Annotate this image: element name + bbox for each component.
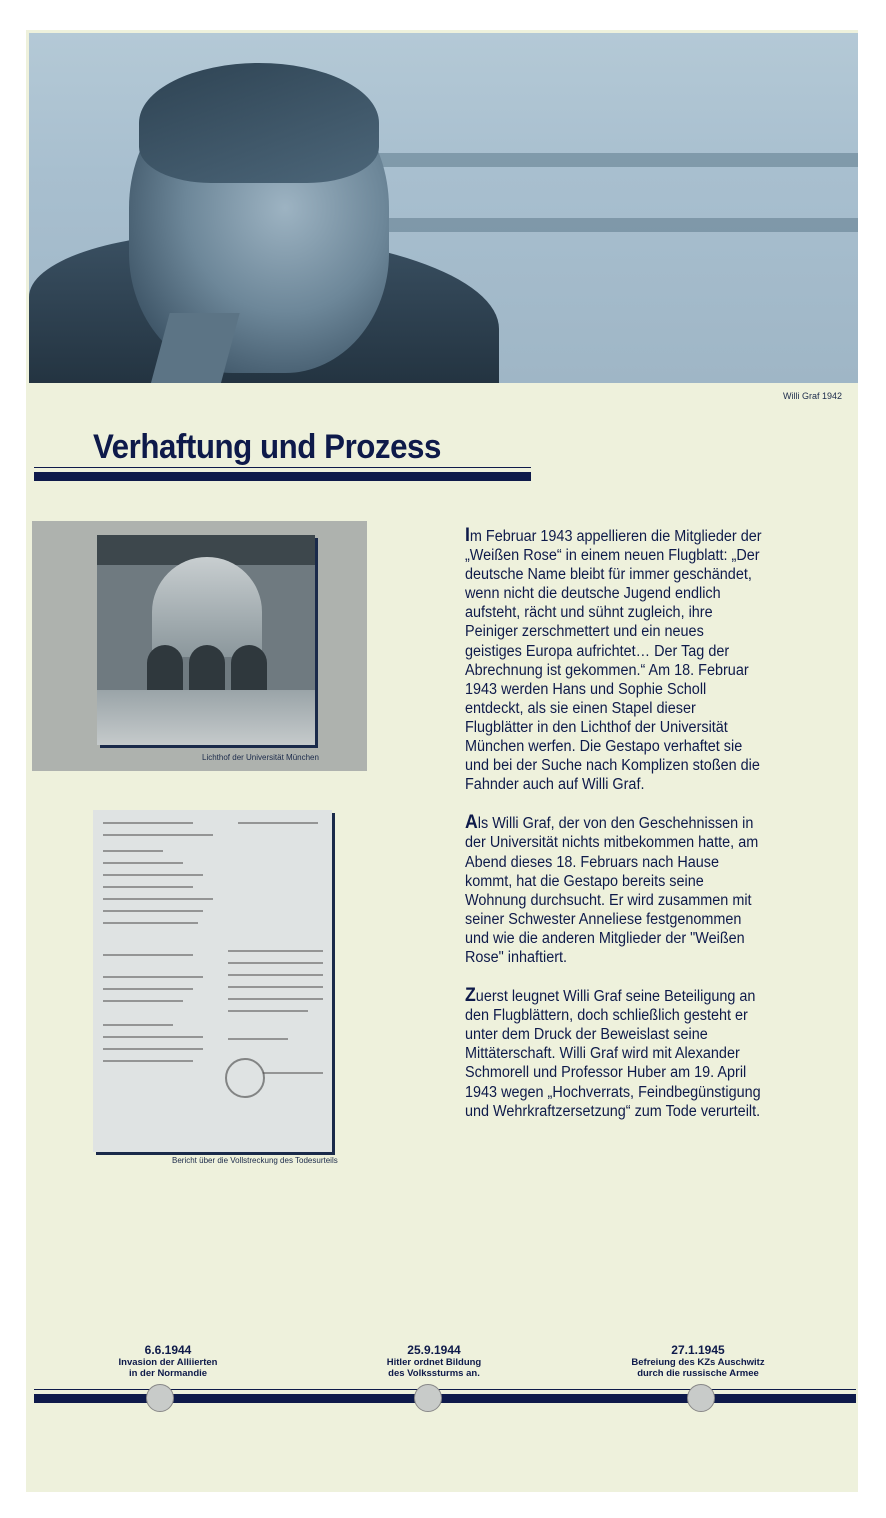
timeline-event — [88, 1343, 248, 1379]
lichthof-photo — [97, 535, 315, 745]
timeline-text: Befreiung des KZs Auschwitz — [631, 1357, 765, 1368]
timeline-text: Hitler ordnet Bildung — [386, 1357, 482, 1368]
timeline-marker — [687, 1384, 715, 1412]
doc-line — [103, 922, 198, 924]
execution-report-document — [93, 810, 332, 1152]
timeline-event — [354, 1343, 514, 1379]
doc-line — [103, 898, 213, 900]
doc-line — [238, 822, 318, 824]
doc-line — [103, 834, 213, 836]
title-divider-thin — [34, 467, 531, 468]
title-divider-thick — [34, 472, 531, 481]
doc-line — [103, 954, 193, 956]
paragraph-1 — [465, 526, 763, 794]
timeline-text: des Volkssturms an. — [388, 1368, 480, 1379]
timeline-date: 25.9.1944 — [407, 1343, 461, 1357]
background-wall-stripe — [349, 218, 858, 232]
lichthof-caption: Lichthof der Universität München — [202, 753, 319, 762]
lichthof-photo-frame — [32, 521, 367, 771]
paragraph-text: ls Willi Graf, der von den Geschehnissen in der Universität nichts mitbekommen hatte, am Abend dieses 18. Februars nach Hause kommt, hat die Gestapo bereits seine Wohnung durchsucht. Er wird zusammen mit seiner Schwester Anneliese festgenommen und wie die anderen Mitglieder der "Weißen Rose" inhaftiert. — [465, 815, 759, 966]
doc-line — [103, 822, 193, 824]
window-arch — [152, 557, 262, 657]
paragraph-text: uerst leugnet Willi Graf seine Beteiligung an den Flugblättern, doch schließlich gesteht er unter dem Druck der Beweislast seine Mittäterschaft. Willi Graf wird mit Alexander Schmorell und Professor Huber am 19. April 1943 wegen „Hochverrats, Feindbegünstigung und Wehrkraftzersetzung“ zum Tode verurteilt. — [465, 988, 761, 1120]
document-caption: Bericht über die Vollstreckung des Todesurteils — [172, 1156, 338, 1165]
doc-line — [103, 886, 193, 888]
doc-line — [228, 986, 323, 988]
doc-line — [228, 1010, 308, 1012]
doc-line — [103, 850, 163, 852]
doc-line — [103, 976, 203, 978]
portrait-hair — [139, 63, 379, 183]
doc-line — [103, 1036, 203, 1038]
paragraph-2 — [465, 813, 763, 967]
background-wall-stripe — [349, 153, 858, 167]
drop-cap: I — [465, 525, 470, 546]
doc-line — [103, 988, 193, 990]
drop-cap: A — [465, 812, 478, 834]
hero-portrait-photo — [29, 33, 858, 383]
doc-line — [263, 1072, 323, 1074]
photo-credit: Willi Graf 1942 — [782, 391, 842, 401]
doc-line — [228, 998, 323, 1000]
body-text — [465, 526, 763, 1140]
doc-line — [103, 910, 203, 912]
timeline-event — [618, 1343, 778, 1379]
doc-line — [103, 874, 203, 876]
doc-line — [103, 862, 183, 864]
timeline-date: 27.1.1945 — [671, 1343, 725, 1357]
timeline-date: 6.6.1944 — [144, 1343, 192, 1357]
timeline-text: Invasion der Alliierten — [118, 1357, 218, 1368]
doc-line — [228, 974, 323, 976]
timeline-marker — [414, 1384, 442, 1412]
doc-line — [228, 950, 323, 952]
doc-line — [103, 1000, 183, 1002]
official-stamp — [225, 1058, 265, 1098]
doc-line — [103, 1048, 203, 1050]
paragraph-text: m Februar 1943 appellieren die Mitglieder der „Weißen Rose“ in einem neuen Flugblatt: „Der deutsche Name bleibt für immer geschändet, wenn nicht die deutsche Jugend endlich aufsteht, rächt und sühnt zugleich, ihre Peiniger zerschmettert und ein neues geistiges Europa aufrichtet… Der Tag der Abrechnung ist gekommen.“ Am 18. Februar 1943 werden Hans und Sophie Scholl entdeckt, als sie einen Stapel dieser Flugblätter in den Lichthof der Universität München werfen. Die Gestapo verhaftet sie und bei der Suche nach Komplizen stoßen die Fahnder auch auf Willi Graf. — [465, 528, 762, 794]
timeline-text: durch die russische Armee — [637, 1368, 759, 1379]
hall-floor — [97, 690, 315, 745]
doc-line — [228, 1038, 288, 1040]
timeline-marker — [146, 1384, 174, 1412]
doc-line — [103, 1024, 173, 1026]
timeline-text: in der Normandie — [128, 1368, 208, 1379]
doc-line — [228, 962, 323, 964]
drop-cap: Z — [465, 985, 476, 1007]
page-title: Verhaftung und Prozess — [93, 428, 441, 466]
paragraph-3 — [465, 986, 763, 1121]
doc-line — [103, 1060, 193, 1062]
